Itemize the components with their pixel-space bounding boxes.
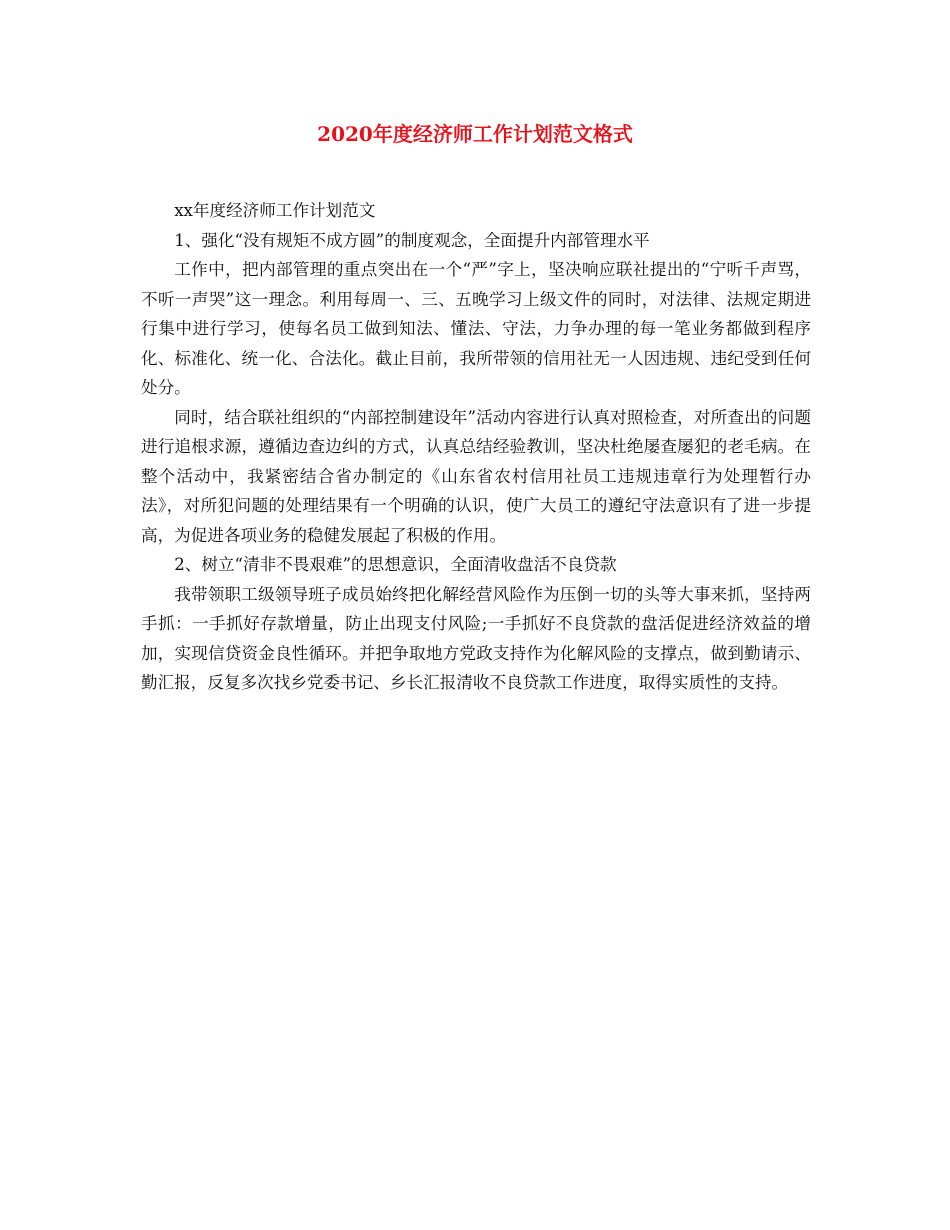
paragraph-subtitle: xx年度经济师工作计划范文 — [174, 201, 376, 220]
paragraph-section-1-body-1: 工作中，把内部管理的重点突出在一个“严”字上，坚决响应联社提出的“宁听千声骂，不听一声哭”这一理念。利用每周一、三、五晚学习上级文件的同时，对法律、法规定期进行集中进行学习，使每名员工做到知法、懂法、守法，力争办理的每一笔业务都做到程序化、标准化、统一化、合法化。截止目前，我所带领的信用社无一人因违规、违纪受到任何处分。 — [141, 260, 811, 397]
paragraph-section-1-body-2: 同时，结合联社组织的“内部控制建设年”活动内容进行认真对照检查，对所查出的问题进行追根求源，遵循边查边纠的方式，认真总结经验教训，坚决杜绝屡查屡犯的老毛病。在整个活动中，我紧密结合省办制定的《山东省农村信用社员工违规违章行为处理暂行办法》，对所犯问题的处理结果有一个明确的认识，使广大员工的遵纪守法意识有了进一步提高，为促进各项业务的稳健发展起了积极的作用。 — [141, 407, 811, 545]
document-title: 2020年度经济师工作计划范文格式 — [317, 122, 633, 146]
paragraph-section-2-body: 我带领职工级领导班子成员始终把化解经营风险作为压倒一切的头等大事来抓，坚持两手抓：一手抓好存款增量，防止出现支付风险;一手抓好不良贷款的盘活促进经济效益的增加，实现信贷资金良性循环。并把争取地方党政支持作为化解风险的支撑点，做到勤请示、勤汇报，反复多次找乡党委书记、乡长汇报清收不良贷款工作进度，取得实质性的支持。 — [141, 584, 811, 692]
document-body — [141, 196, 811, 698]
paragraph-section-2-heading: 2、树立“清非不畏艰难”的思想意识，全面清收盘活不良贷款 — [174, 555, 617, 574]
paragraph-section-1-heading: 1、强化“没有规矩不成方圆”的制度观念，全面提升内部管理水平 — [174, 230, 650, 250]
